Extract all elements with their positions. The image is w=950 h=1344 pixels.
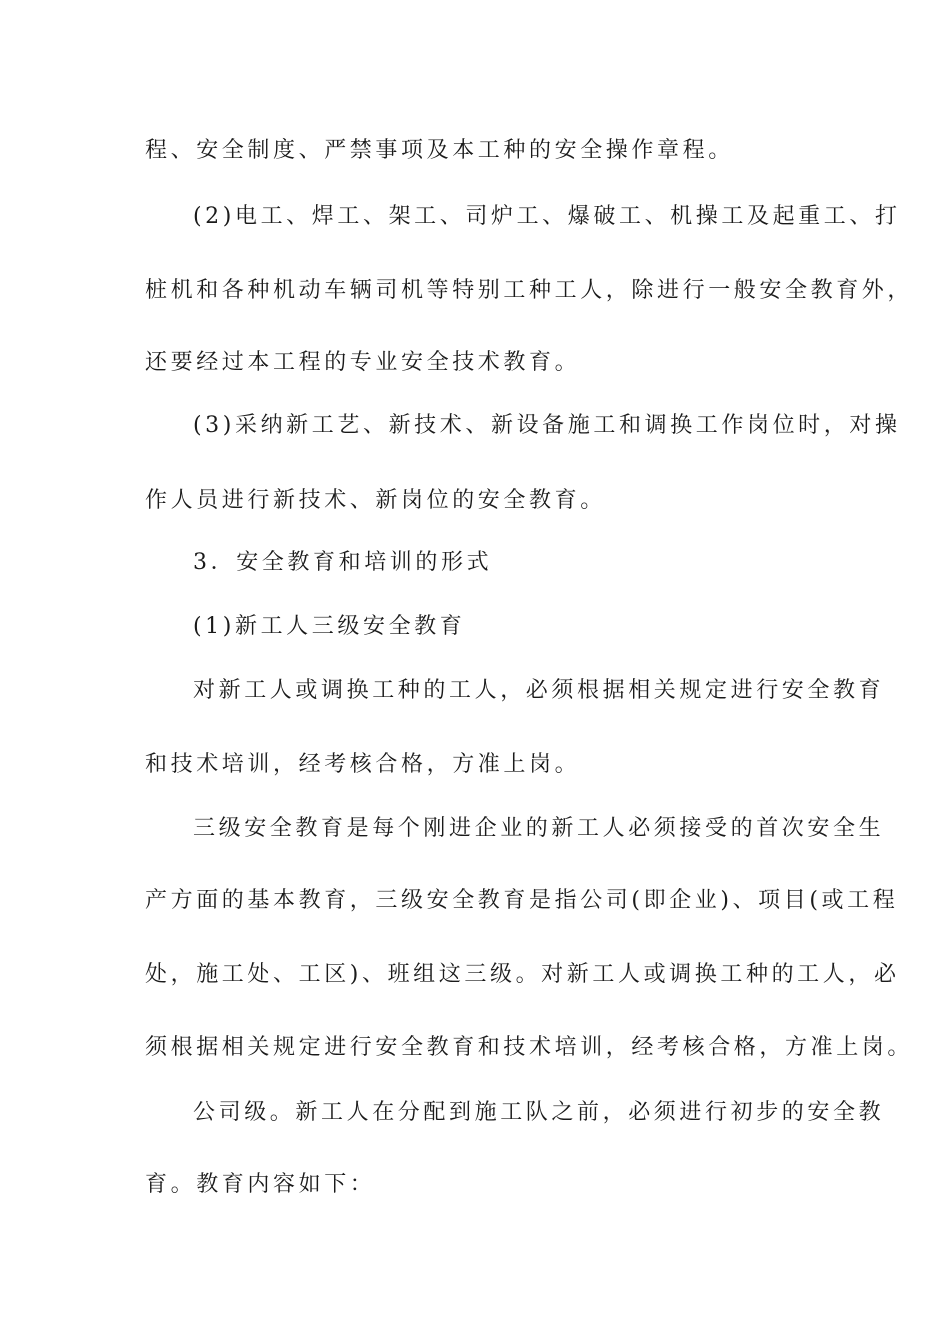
- text-line: 对新工人或调换工种的工人，必须根据相关规定进行安全教育: [193, 678, 885, 703]
- text-line: 三级安全教育是每个刚进企业的新工人必须接受的首次安全生: [193, 816, 885, 841]
- subsection-heading: (1)新工人三级安全教育: [193, 614, 466, 639]
- text-line: 作人员进行新技术、新岗位的安全教育。: [145, 488, 606, 513]
- text-line: (3)采纳新工艺、新技术、新设备施工和调换工作岗位时，对操: [193, 413, 901, 438]
- text-line: 产方面的基本教育，三级安全教育是指公司(即企业)、项目(或工程: [145, 888, 899, 913]
- text-line: 处，施工处、工区)、班组这三级。对新工人或调换工种的工人，必: [145, 962, 900, 987]
- text-line: (2)电工、焊工、架工、司炉工、爆破工、机操工及起重工、打: [193, 204, 901, 229]
- text-line: 育。教育内容如下：: [145, 1172, 376, 1197]
- text-line: 程、安全制度、严禁事项及本工种的安全操作章程。: [145, 138, 734, 163]
- text-line: 和技术培训，经考核合格，方准上岗。: [145, 752, 581, 777]
- text-line: 公司级。新工人在分配到施工队之前，必须进行初步的安全教: [193, 1100, 885, 1125]
- text-line: 桩机和各种机动车辆司机等特别工种工人，除进行一般安全教育外，: [145, 278, 914, 303]
- section-heading: 3．安全教育和培训的形式: [193, 550, 493, 575]
- text-line: 须根据相关规定进行安全教育和技术培训，经考核合格，方准上岗。: [145, 1035, 914, 1060]
- text-line: 还要经过本工程的专业安全技术教育。: [145, 350, 581, 375]
